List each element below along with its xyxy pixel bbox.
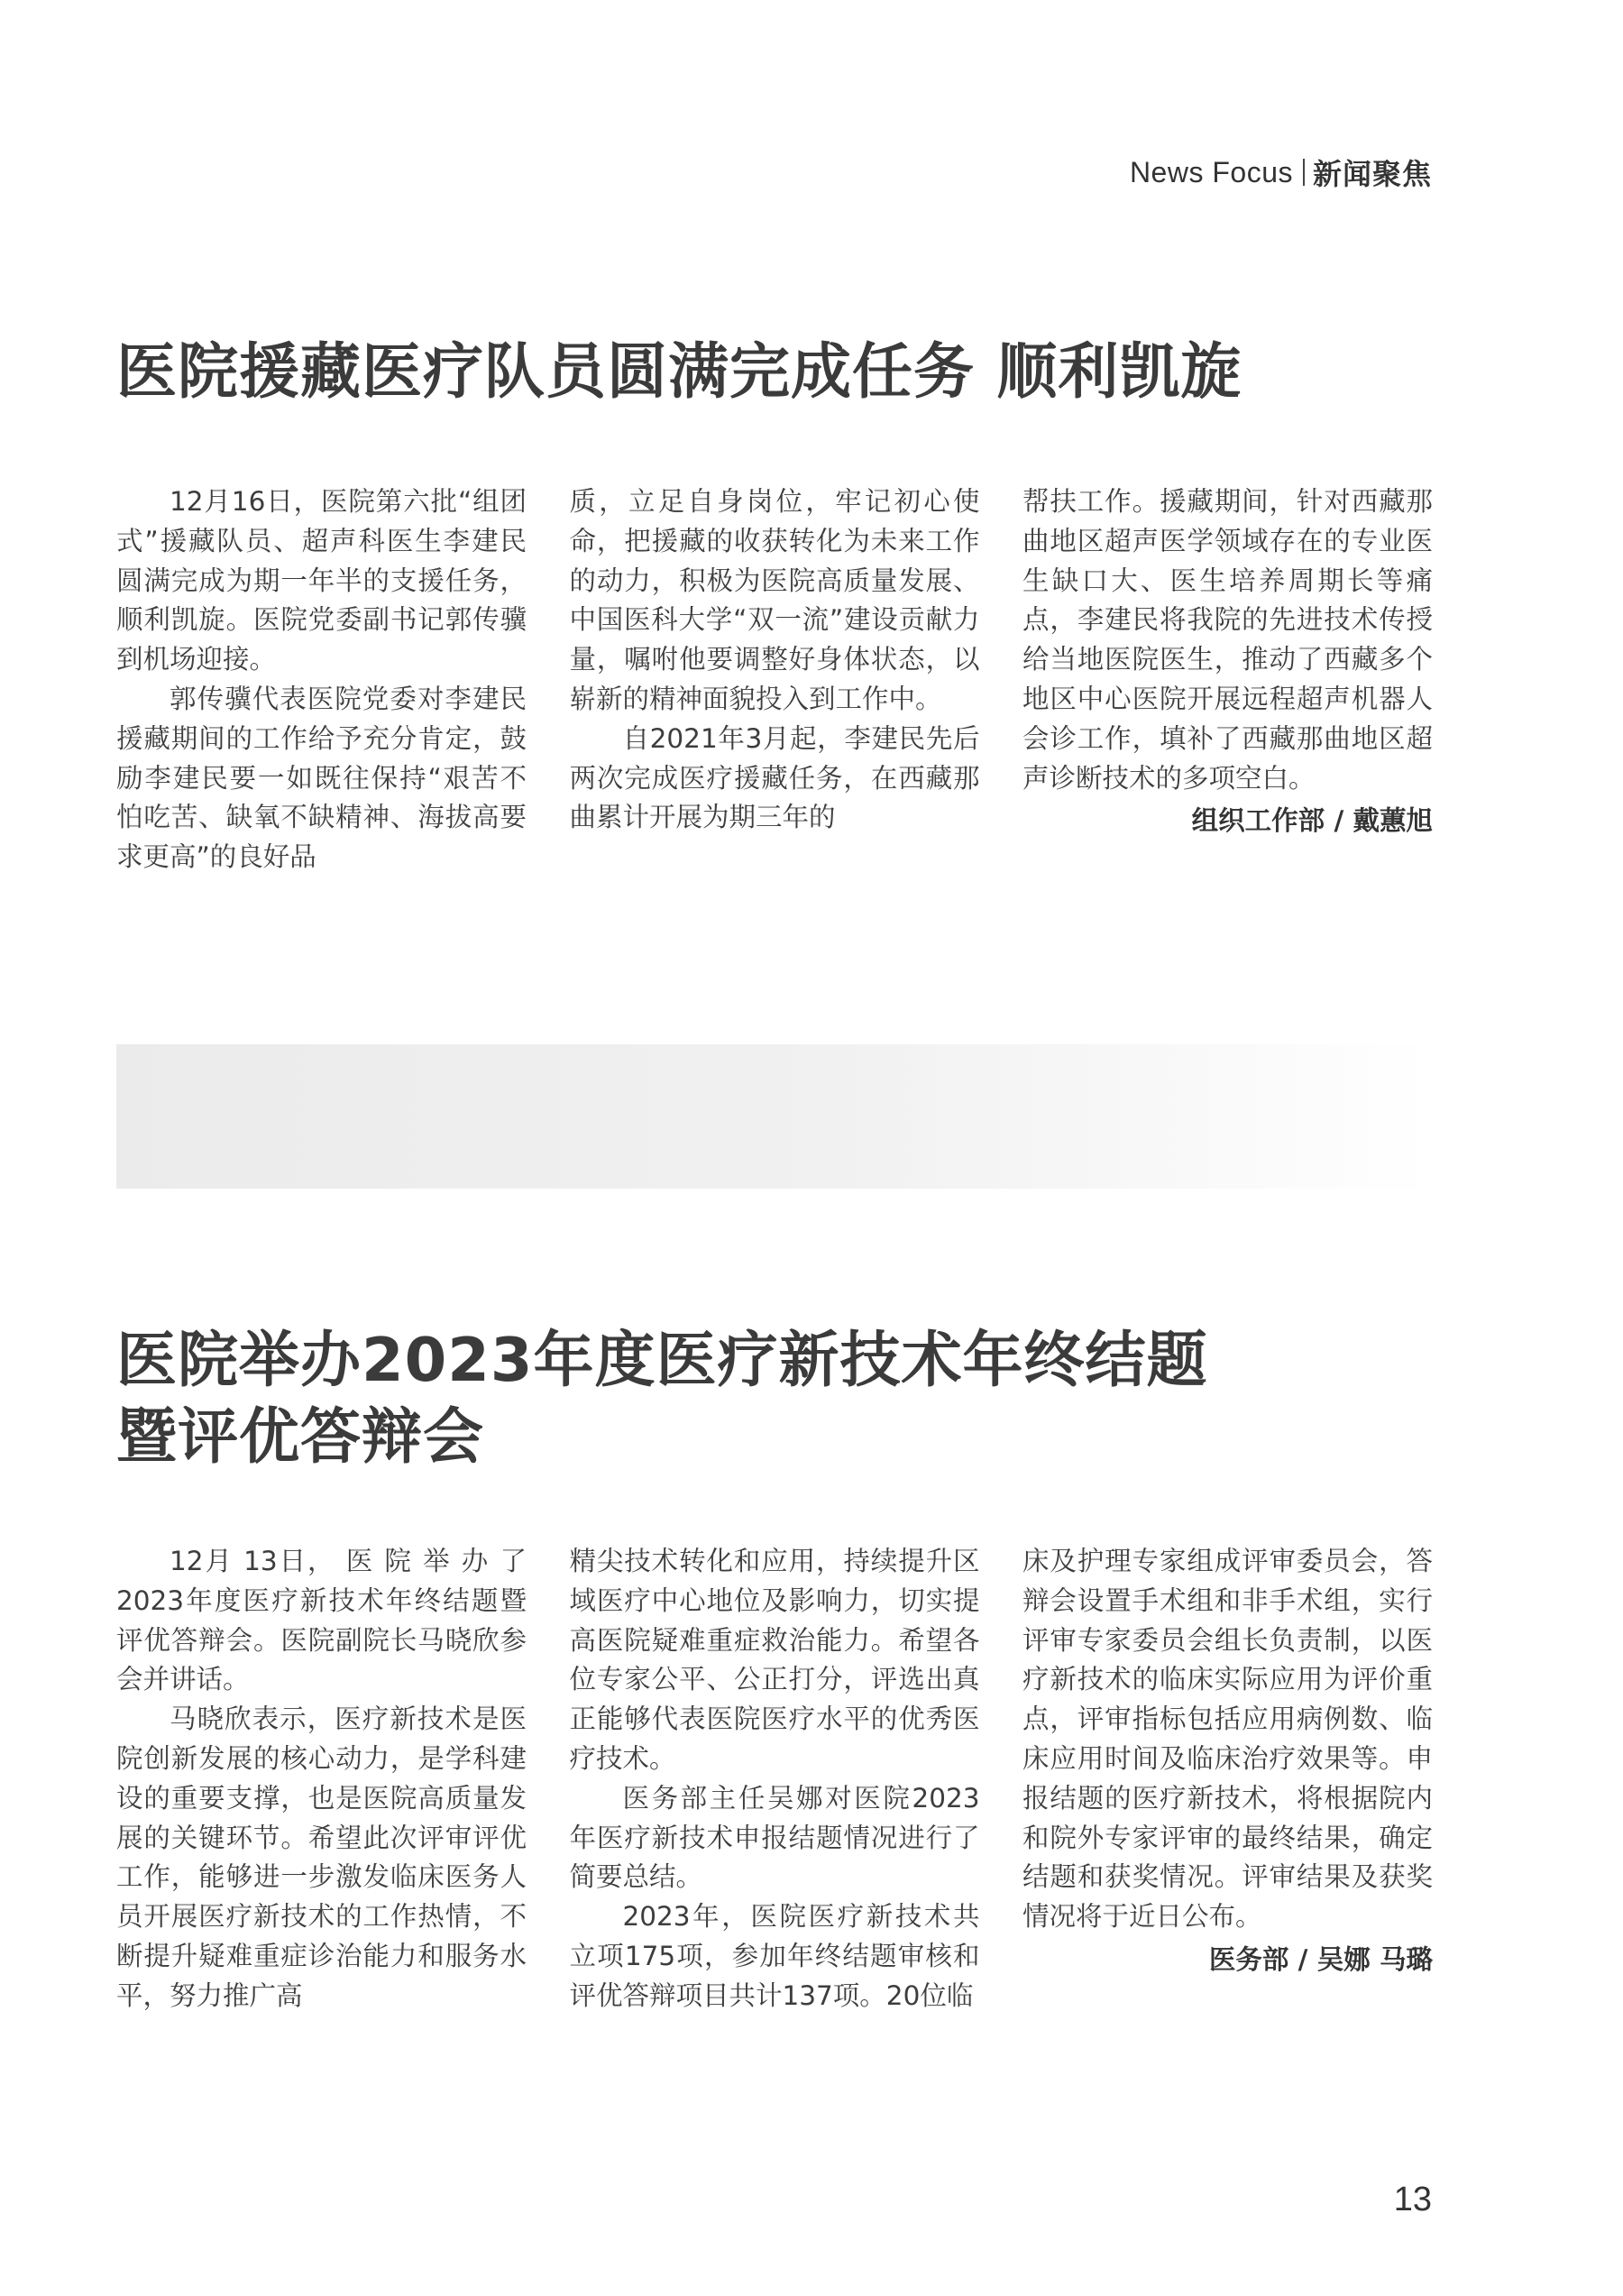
article1-title: 医院援藏医疗队员圆满完成任务 顺利凯旋 bbox=[116, 336, 1242, 407]
paragraph: 帮扶工作。援藏期间，针对西藏那曲地区超声医学领域存在的专业医生缺口大、医生培养周期长等痛点，李建民将我院的先进技术传授给当地医院医生，推动了西藏多个地区中心医院开展远程超声机器人会诊工作，填补了西藏那曲地区超声诊断技术的多项空白。 bbox=[1022, 486, 1433, 794]
article2-column-1 bbox=[116, 1542, 527, 2016]
paragraph: 自2021年3月起，李建民先后两次完成医疗援藏任务，在西藏那曲累计开展为期三年的 bbox=[569, 722, 980, 833]
paragraph: 12月16日，医院第六批“组团式”援藏队员、超声科医生李建民圆满完成为期一年半的支援任务，顺利凯旋。医院党委副书记郭传骥到机场迎接。 bbox=[116, 486, 527, 675]
paragraph: 医务部主任吴娜对医院2023年医疗新技术申报结题情况进行了简要总结。 bbox=[569, 1782, 980, 1893]
article2-body bbox=[116, 1542, 1433, 2016]
header-divider bbox=[1303, 159, 1305, 186]
paragraph: 精尖技术转化和应用，持续提升区域医疗中心地位及影响力，切实提高医院疑难重症救治能力。希望各位专家公平、公正打分，评选出真正能够代表医院医疗水平的优秀医疗技术。 bbox=[569, 1546, 980, 1774]
article1-author: 组织工作部 / 戴蕙旭 bbox=[1191, 805, 1433, 837]
article2-title bbox=[116, 1322, 1207, 1475]
article1-column-2 bbox=[570, 482, 980, 877]
section-header-cn: 新闻聚焦 bbox=[1312, 157, 1432, 191]
article2-title-line2: 暨评优答辩会 bbox=[116, 1401, 484, 1472]
article1-column-1 bbox=[116, 482, 527, 877]
decorative-band bbox=[116, 1044, 1433, 1189]
paragraph: 12月 13日， 医 院 举 办 了 2023年度医疗新技术年终结题暨评优答辩会。医院副院长马晓欣参会并讲话。 bbox=[116, 1546, 527, 1695]
page-number: 13 bbox=[1393, 2181, 1432, 2218]
article1-column-3 bbox=[1022, 482, 1433, 877]
section-header-en: News Focus bbox=[1129, 155, 1293, 188]
article2-column-2 bbox=[570, 1542, 980, 2016]
paragraph: 郭传骥代表医院党委对李建民援藏期间的工作给予充分肯定，鼓励李建民要一如既往保持“艰苦不怕吃苦、缺氧不缺精神、海拔高要求更高”的良好品 bbox=[116, 683, 527, 873]
section-header bbox=[1130, 152, 1432, 193]
paragraph: 质，立足自身岗位，牢记初心使命，把援藏的收获转化为未来工作的动力，积极为医院高质量发展、中国医科大学“双一流”建设贡献力量，嘱咐他要调整好身体状态，以崭新的精神面貌投入到工作中。 bbox=[569, 486, 980, 714]
article2-column-3 bbox=[1022, 1542, 1433, 2016]
article2-title-line1: 医院举办2023年度医疗新技术年终结题 bbox=[116, 1325, 1208, 1395]
paragraph: 床及护理专家组成评审委员会，答辩会设置手术组和非手术组，实行评审专家委员会组长负责制，以医疗新技术的临床实际应用为评价重点，评审指标包括应用病例数、临床应用时间及临床治疗效果等。申报结题的医疗新技术，将根据院内和院外专家评审的最终结果，确定结题和获奖情况。评审结果及获奖情况将于近日公布。 bbox=[1022, 1546, 1433, 1933]
paragraph: 马晓欣表示，医疗新技术是医院创新发展的核心动力，是学科建设的重要支撑，也是医院高质量发展的关键环节。希望此次评审评优工作，能够进一步激发临床医务人员开展医疗新技术的工作热情，不断提升疑难重症诊治能力和服务水平，努力推广高 bbox=[116, 1704, 527, 2011]
article2-author: 医务部 / 吴娜 马璐 bbox=[1208, 1943, 1433, 1975]
paragraph: 2023年，医院医疗新技术共立项175项，参加年终结题审核和评优答辩项目共计137项。20位临 bbox=[569, 1901, 980, 2011]
article1-body bbox=[116, 482, 1433, 877]
